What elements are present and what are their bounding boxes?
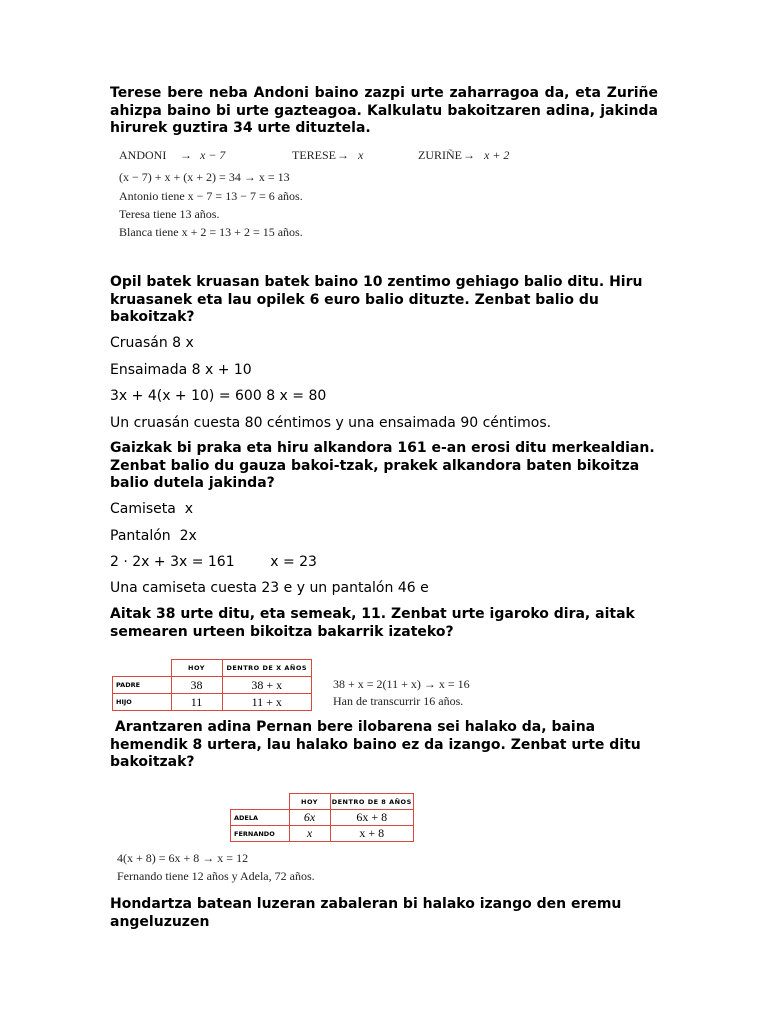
problem-4-question: Aitak 38 urte ditu, eta semeak, 11. Zenbat urte igaroko dira, aitak semearen urteen bikoitza bakarrik izateko? <box>110 606 635 640</box>
problem-2-question: Opil batek kruasan batek baino 10 zentimo gehiago balio ditu. Hiru kruasanek eta lau opilek 6 euro balio dituzte. Zenbat balio du bakoitzak? <box>110 274 643 325</box>
cell-fernando-future: x + 8 <box>330 826 414 842</box>
problem-5-question: Arantzaren adina Pernan bere ilobarena sei halako da, baina hemendik 8 urtera, lau halako baino ez da izango. Zenbat urte ditu bakoitzak? <box>110 719 646 770</box>
col-future: DENTRO DE 8 AÑOS <box>330 794 414 810</box>
col-hoy: HOY <box>289 794 330 810</box>
col-hoy: HOY <box>171 660 222 677</box>
cell-hijo-future: 11 + x <box>222 694 312 711</box>
problem-3-line-1: Camiseta x <box>110 501 194 517</box>
problem-5-table <box>230 793 414 842</box>
row-label-hijo: HIJO <box>113 694 172 711</box>
problem-4-table <box>112 659 312 711</box>
problem-1-line-2: Teresa tiene 13 años. <box>119 207 220 221</box>
problem-3-line-4: Una camiseta cuesta 23 e y un pantalón 46 e <box>110 580 429 596</box>
arrow-icon: → <box>463 148 475 162</box>
cell-fernando-hoy: x <box>289 826 330 842</box>
problem-4-result: Han de transcurrir 16 años. <box>333 694 464 708</box>
arrow-icon: → <box>180 148 192 162</box>
problem-3-question: Gaizkak bi praka eta hiru alkandora 161 e-an erosi ditu merkealdian. Zenbat balio du gauza bakoi-tzak, prakek alkandora baten bikoitza balio dutela jakinda? <box>110 440 655 491</box>
problem-2-line-3: 3x + 4(x + 10) = 600 8 x = 80 <box>110 388 327 404</box>
row-label-adela: ADELA <box>231 810 290 826</box>
terese-expression: x <box>358 148 364 162</box>
problem-2-line-1: Cruasán 8 x <box>110 335 194 351</box>
cell-padre-hoy: 38 <box>171 677 222 694</box>
cell-adela-future: 6x + 8 <box>330 810 414 826</box>
problem-1-equation: (x − 7) + x + (x + 2) = 34 → x = 13 <box>119 170 290 184</box>
cell-padre-future: 38 + x <box>222 677 312 694</box>
problem-5-result: Fernando tiene 12 años y Adela, 72 años. <box>117 869 315 883</box>
terese-label: TERESE <box>292 148 336 162</box>
problem-3-line-3: 2 · 2x + 3x = 161 x = 23 <box>110 554 317 570</box>
zurine-expression: x + 2 <box>484 148 510 162</box>
col-future: DENTRO DE X AÑOS <box>222 660 312 677</box>
cell-adela-hoy: 6x <box>289 810 330 826</box>
problem-3-line-2: Pantalón 2x <box>110 528 197 544</box>
andoni-expression: x − 7 <box>200 148 226 162</box>
problem-5-equation: 4(x + 8) = 6x + 8 → x = 12 <box>117 851 249 865</box>
problem-1-line-1: Antonio tiene x − 7 = 13 − 7 = 6 años. <box>119 189 303 203</box>
row-label-fernando: FERNANDO <box>231 826 290 842</box>
problem-1-question: Terese bere neba Andoni baino zazpi urte zaharragoa da, eta Zuriñe ahizpa baino bi urte gazteagoa. Kalkulatu bakoitzaren adina, jakinda hirurek guztira 34 urte dituztela. <box>110 85 658 136</box>
row-label-padre: PADRE <box>113 677 172 694</box>
problem-6-question: Hondartza batean luzeran zabaleran bi halako izango den eremu angeluzuzen <box>110 896 622 930</box>
andoni-label: ANDONI <box>119 148 167 162</box>
cell-hijo-hoy: 11 <box>171 694 222 711</box>
problem-2-line-2: Ensaimada 8 x + 10 <box>110 362 252 378</box>
problem-1-line-3: Blanca tiene x + 2 = 13 + 2 = 15 años. <box>119 225 303 239</box>
problem-2-line-4: Un cruasán cuesta 80 céntimos y una ensaimada 90 céntimos. <box>110 415 552 431</box>
zurine-label: ZURIÑE <box>418 148 462 162</box>
arrow-icon: → <box>337 148 349 162</box>
problem-4-equation: 38 + x = 2(11 + x) → x = 16 <box>333 677 470 691</box>
